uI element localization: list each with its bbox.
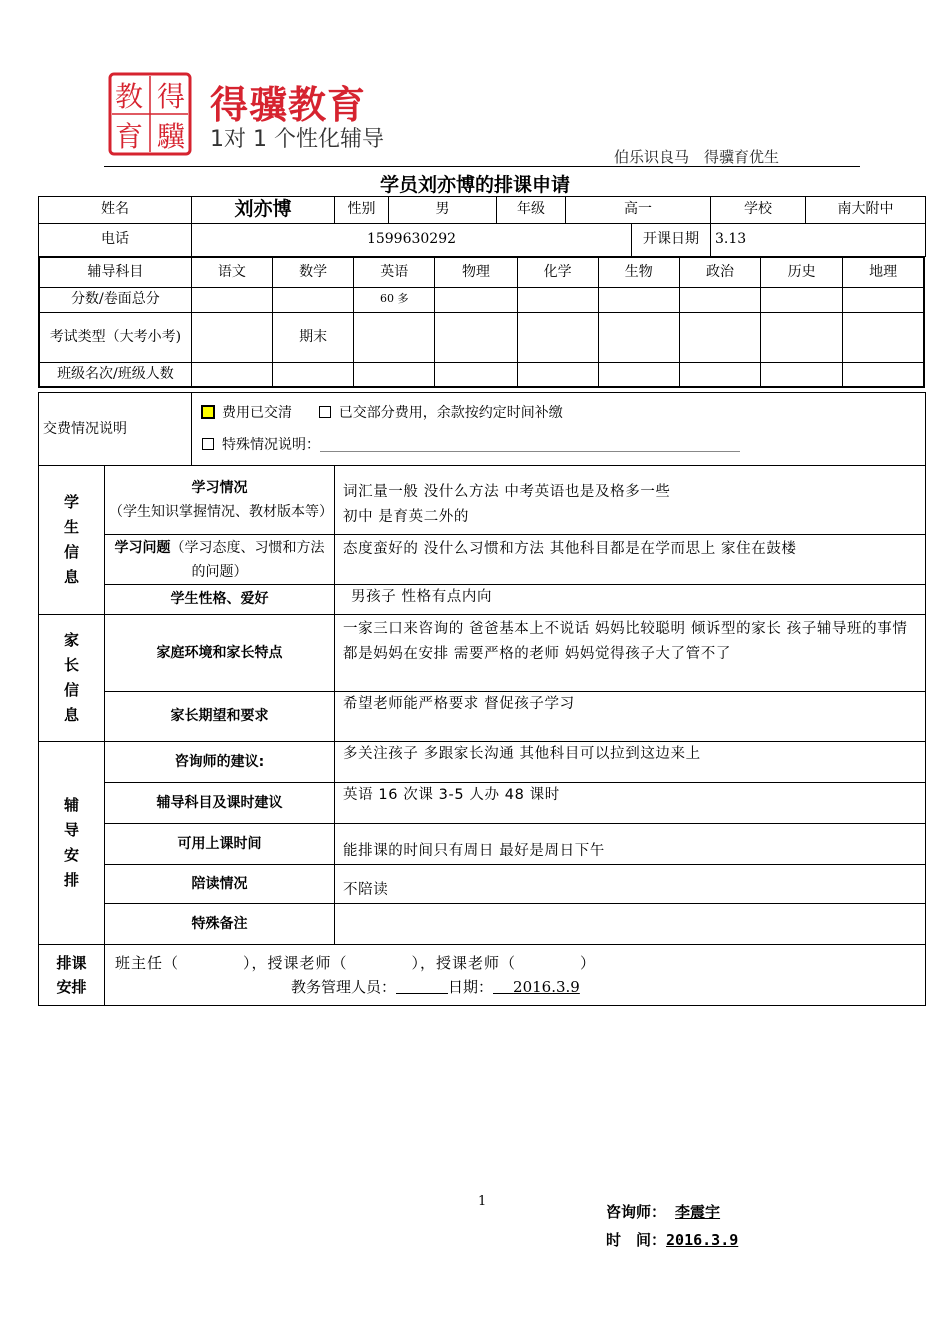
advice-value: 多关注孩子 多跟家长沟通 其他科目可以拉到这边来上 [335, 742, 926, 783]
score-english: 60 多 [354, 287, 435, 312]
logo-char: 教 [114, 80, 144, 113]
phone-value: 1599630292 [192, 223, 632, 256]
checkbox-partial[interactable] [319, 406, 331, 418]
problem-sub: （学习态度、习惯和方法的问题） [170, 539, 325, 580]
rank-row-label: 班级名次/班级人数 [39, 362, 191, 387]
score-row-label: 分数/卷面总分 [39, 287, 191, 312]
subject-name: 化学 [517, 257, 598, 287]
logo-char: 得 [156, 80, 186, 113]
checkbox-paid[interactable] [202, 406, 214, 418]
footer-signature [606, 1198, 738, 1254]
start-date-value: 3.13 [711, 223, 926, 256]
subject-name: 政治 [679, 257, 760, 287]
tutoring-section: 辅 导 安 排 [39, 742, 105, 945]
start-date-label: 开课日期 [632, 223, 711, 256]
advice-label: 咨询师的建议: [105, 742, 335, 783]
remark-label: 特殊备注 [105, 904, 335, 945]
basic-info-table [38, 196, 926, 257]
exam-math: 期末 [273, 312, 354, 362]
problem-value: 态度蛮好的 没什么习惯和方法 其他科目都是在学而思上 家住在鼓楼 [335, 535, 926, 585]
available-time-label: 可用上课时间 [105, 824, 335, 865]
subjects-table [38, 256, 925, 388]
gender-label: 性别 [335, 197, 389, 224]
student-name: 刘亦博 [192, 197, 335, 224]
remark-value [335, 904, 926, 945]
subject-name: 历史 [761, 257, 843, 287]
problem-cell [105, 535, 335, 585]
study-value: 词汇量一般 没什么方法 中考英语也是及格多一些 初中 是育英二外的 [335, 466, 926, 535]
subject-name: 地理 [843, 257, 924, 287]
grade-label: 年级 [497, 197, 566, 224]
brand-logo-seal [108, 72, 192, 156]
accompany-label: 陪读情况 [105, 865, 335, 904]
logo-char: 驥 [156, 120, 186, 153]
study-label: 学习情况 [191, 480, 248, 496]
consultant-label: 咨询师： [606, 1203, 667, 1221]
checkbox-special[interactable] [202, 438, 214, 450]
study-sub: （学生知识掌握情况、教材版本等） [109, 504, 333, 520]
schedule-cell [105, 945, 926, 1006]
schedule-date: 2016.3.9 [513, 978, 580, 996]
subject-advice-value: 英语 16 次课 3-5 人办 48 课时 [335, 783, 926, 824]
study-cell [105, 466, 335, 535]
subject-name: 物理 [435, 257, 517, 287]
gender-value: 男 [389, 197, 497, 224]
student-section: 学 生 信 息 [39, 466, 105, 615]
env-label: 家庭环境和家长特点 [105, 615, 335, 692]
payment-label: 交费情况说明 [39, 393, 192, 466]
brand-tagline: 1对 1 个性化辅导 [210, 127, 384, 152]
page-number: 1 [478, 1194, 487, 1209]
subjects-header-label: 辅导科目 [39, 257, 191, 287]
school-label: 学校 [711, 197, 806, 224]
subject-name: 语文 [191, 257, 272, 287]
consultant-name: 李震宇 [675, 1203, 721, 1221]
motto: 伯乐识良马 得骥育优生 [614, 148, 780, 166]
header-divider [104, 166, 860, 167]
accompany-value: 不陪读 [335, 865, 926, 904]
available-time-value: 能排课的时间只有周日 最好是周日下午 [335, 824, 926, 865]
page-title: 学员刘亦博的排课申请 [379, 174, 570, 196]
admin-blank [396, 979, 448, 994]
schedule-teachers: 班主任（ ），授课老师（ ），授课老师（ ） [115, 954, 597, 972]
admin-label: 教务管理人员： [291, 978, 397, 996]
env-value: 一家三口来咨询的 爸爸基本上不说话 妈妈比较聪明 倾诉型的家长 孩子辅导班的事情都是妈妈在安排 需要严格的老师 妈妈觉得孩子大了管不了 [335, 615, 926, 692]
parent-section: 家 长 信 息 [39, 615, 105, 742]
grade-value: 高一 [566, 197, 711, 224]
brand-name: 得骥教育 [210, 83, 367, 127]
opt-paid: 费用已交清 [222, 405, 292, 421]
date-label: 日期： [448, 978, 494, 996]
personality-value: 男孩子 性格有点内向 [335, 585, 926, 615]
subject-name: 数学 [273, 257, 354, 287]
time-label: 时 间： [606, 1231, 667, 1249]
logo-char: 育 [114, 120, 144, 153]
school-value: 南大附中 [806, 197, 926, 224]
expect-value: 希望老师能严格要求 督促孩子学习 [335, 692, 926, 742]
phone-label: 电话 [39, 223, 192, 256]
opt-special: 特殊情况说明： [222, 437, 320, 453]
name-label: 姓名 [39, 197, 192, 224]
details-table [38, 392, 926, 1006]
problem-label: 学习问题 [114, 539, 171, 556]
opt-partial: 已交部分费用，余款按约定时间补缴 [338, 405, 563, 421]
subject-name: 生物 [598, 257, 679, 287]
expect-label: 家长期望和要求 [105, 692, 335, 742]
subject-advice-label: 辅导科目及课时建议 [105, 783, 335, 824]
special-underline [320, 437, 740, 452]
subject-name: 英语 [354, 257, 435, 287]
schedule-section: 排课 安排 [39, 945, 105, 1006]
exam-row-label: 考试类型（大考小考) [39, 312, 191, 362]
footer-time: 2016.3.9 [666, 1231, 739, 1249]
personality-label: 学生性格、爱好 [105, 585, 335, 615]
